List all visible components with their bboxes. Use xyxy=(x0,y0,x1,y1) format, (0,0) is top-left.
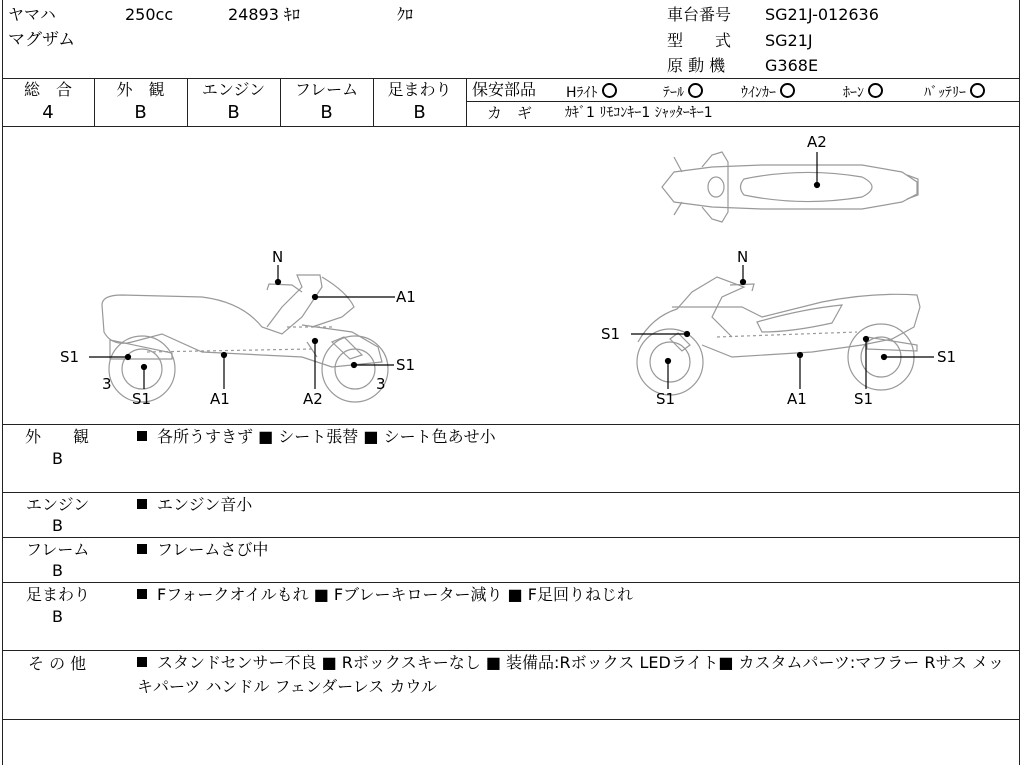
label-s1-right-bottom-rear: S1 xyxy=(854,390,874,408)
label-a1-right-bottom: A1 xyxy=(787,390,807,408)
divider xyxy=(2,719,1020,720)
note-frame-grade: B xyxy=(52,561,63,580)
note-engine-grade: B xyxy=(52,516,63,535)
safety-item-label: ﾊﾞｯﾃﾘｰ xyxy=(924,85,966,101)
grade-exterior-label: 外 観 xyxy=(116,80,165,99)
type-value: SG21J xyxy=(765,31,813,50)
grade-frame-label: フレーム xyxy=(294,80,359,99)
grade-overall-value: 4 xyxy=(42,102,54,123)
label-s1-left-rear: S1 xyxy=(60,348,80,366)
note-frame-label: フレーム xyxy=(26,540,90,559)
bullet-square-icon xyxy=(137,589,147,599)
grade-suspension-label: 足まわり xyxy=(387,80,452,99)
note-suspension-content: Fフォークオイルもれ ■ Fブレーキローター減り ■ F足回りねじれ xyxy=(157,585,633,604)
safety-item-label: ﾃｰﾙ xyxy=(663,85,684,101)
note-suspension-label: 足まわり xyxy=(26,585,91,604)
safety-label: 保安部品 xyxy=(472,80,537,99)
grade-exterior-value: B xyxy=(134,102,147,123)
note-frame-content: フレームさび中 xyxy=(157,540,269,559)
bullet-square-icon xyxy=(137,657,147,667)
safety-item-horn xyxy=(843,83,883,100)
grade-engine-label: エンジン xyxy=(201,80,266,99)
safety-item-label: Hﾗｲﾄ xyxy=(566,85,598,101)
model-name: マグザム xyxy=(8,30,76,50)
label-n-right: N xyxy=(737,248,749,266)
note-suspension-grade: B xyxy=(52,607,63,626)
safety-item-headlight xyxy=(566,83,617,100)
label-a2-left-bottom: A2 xyxy=(303,390,323,408)
label-a2-top: A2 xyxy=(807,133,827,151)
safety-item-tail xyxy=(663,83,703,100)
label-a1-left-top: A1 xyxy=(396,288,416,306)
color: ｸﾛ xyxy=(397,5,414,24)
note-frame-text xyxy=(137,538,1007,562)
ok-circle-icon xyxy=(688,83,703,98)
note-other-label: そ の 他 xyxy=(28,654,87,673)
ok-circle-icon xyxy=(780,83,795,98)
note-engine-text xyxy=(137,493,1007,517)
label-3-left: 3 xyxy=(102,375,112,393)
right-side-scooter-icon xyxy=(637,277,920,395)
frame-number: SG21J-012636 xyxy=(765,5,879,24)
damage-diagram xyxy=(2,127,1020,424)
label-n-left: N xyxy=(272,248,284,266)
label-a1-left-bottom: A1 xyxy=(210,390,230,408)
mileage: 24893 ｷﾛ xyxy=(228,5,300,24)
note-suspension-text xyxy=(137,583,1007,607)
left-side-scooter-icon xyxy=(102,275,388,402)
safety-item-winker xyxy=(741,83,795,100)
safety-item-label: ｳｲﾝｶｰ xyxy=(741,85,776,101)
label-s1-right-bottom-front: S1 xyxy=(656,390,676,408)
grade-frame-value: B xyxy=(320,102,333,123)
displacement: 250cc xyxy=(125,5,174,24)
label-s1-left-front: S1 xyxy=(396,356,416,374)
grade-suspension-value: B xyxy=(413,102,426,123)
ok-circle-icon xyxy=(868,83,883,98)
note-engine-content: エンジン音小 xyxy=(157,495,253,514)
engine-value: G368E xyxy=(765,56,819,75)
type-label: 型 式 xyxy=(667,31,732,50)
bullet-square-icon xyxy=(137,431,147,441)
note-other-content: スタンドセンサー不良 ■ Rボックスキーなし ■ 装備品:Rボックス LEDライト■ カスタムパーツ:マフラー Rサス メッキパーツ ハンドル フェンダーレス カウル xyxy=(137,653,1004,696)
engine-label: 原 動 機 xyxy=(667,56,726,75)
note-other-text xyxy=(137,651,1012,699)
note-exterior-label: 外 観 xyxy=(25,427,90,446)
divider xyxy=(2,78,1020,79)
note-exterior-text xyxy=(137,425,1007,449)
bullet-square-icon xyxy=(137,544,147,554)
grade-engine-value: B xyxy=(227,102,240,123)
safety-item-battery xyxy=(924,83,985,100)
note-exterior-content: 各所うすきず ■ シート張替 ■ シート色あせ小 xyxy=(157,427,496,446)
divider xyxy=(466,78,467,126)
note-exterior-grade: B xyxy=(52,449,63,468)
ok-circle-icon xyxy=(970,83,985,98)
maker: ヤマハ xyxy=(8,5,56,24)
grade-overall-label: 総 合 xyxy=(23,80,72,99)
keys-value: ｶｷﾞ1 ﾘﾓｺﾝｷｰ1 ｼｬｯﾀｰｷｰ1 xyxy=(565,105,713,121)
bullet-square-icon xyxy=(137,499,147,509)
label-s1-left-bottom: S1 xyxy=(132,390,152,408)
label-s1-right-rear: S1 xyxy=(937,348,957,366)
top-view-scooter-icon xyxy=(662,152,918,222)
frame-number-label: 車台番号 xyxy=(667,5,732,24)
note-engine-label: エンジン xyxy=(26,495,90,514)
label-3-right: 3 xyxy=(376,375,386,393)
divider xyxy=(466,101,1020,102)
safety-item-label: ﾎｰﾝ xyxy=(843,85,864,101)
ok-circle-icon xyxy=(602,83,617,98)
label-s1-right-front: S1 xyxy=(601,325,621,343)
keys-label: カ ギ xyxy=(487,104,533,122)
